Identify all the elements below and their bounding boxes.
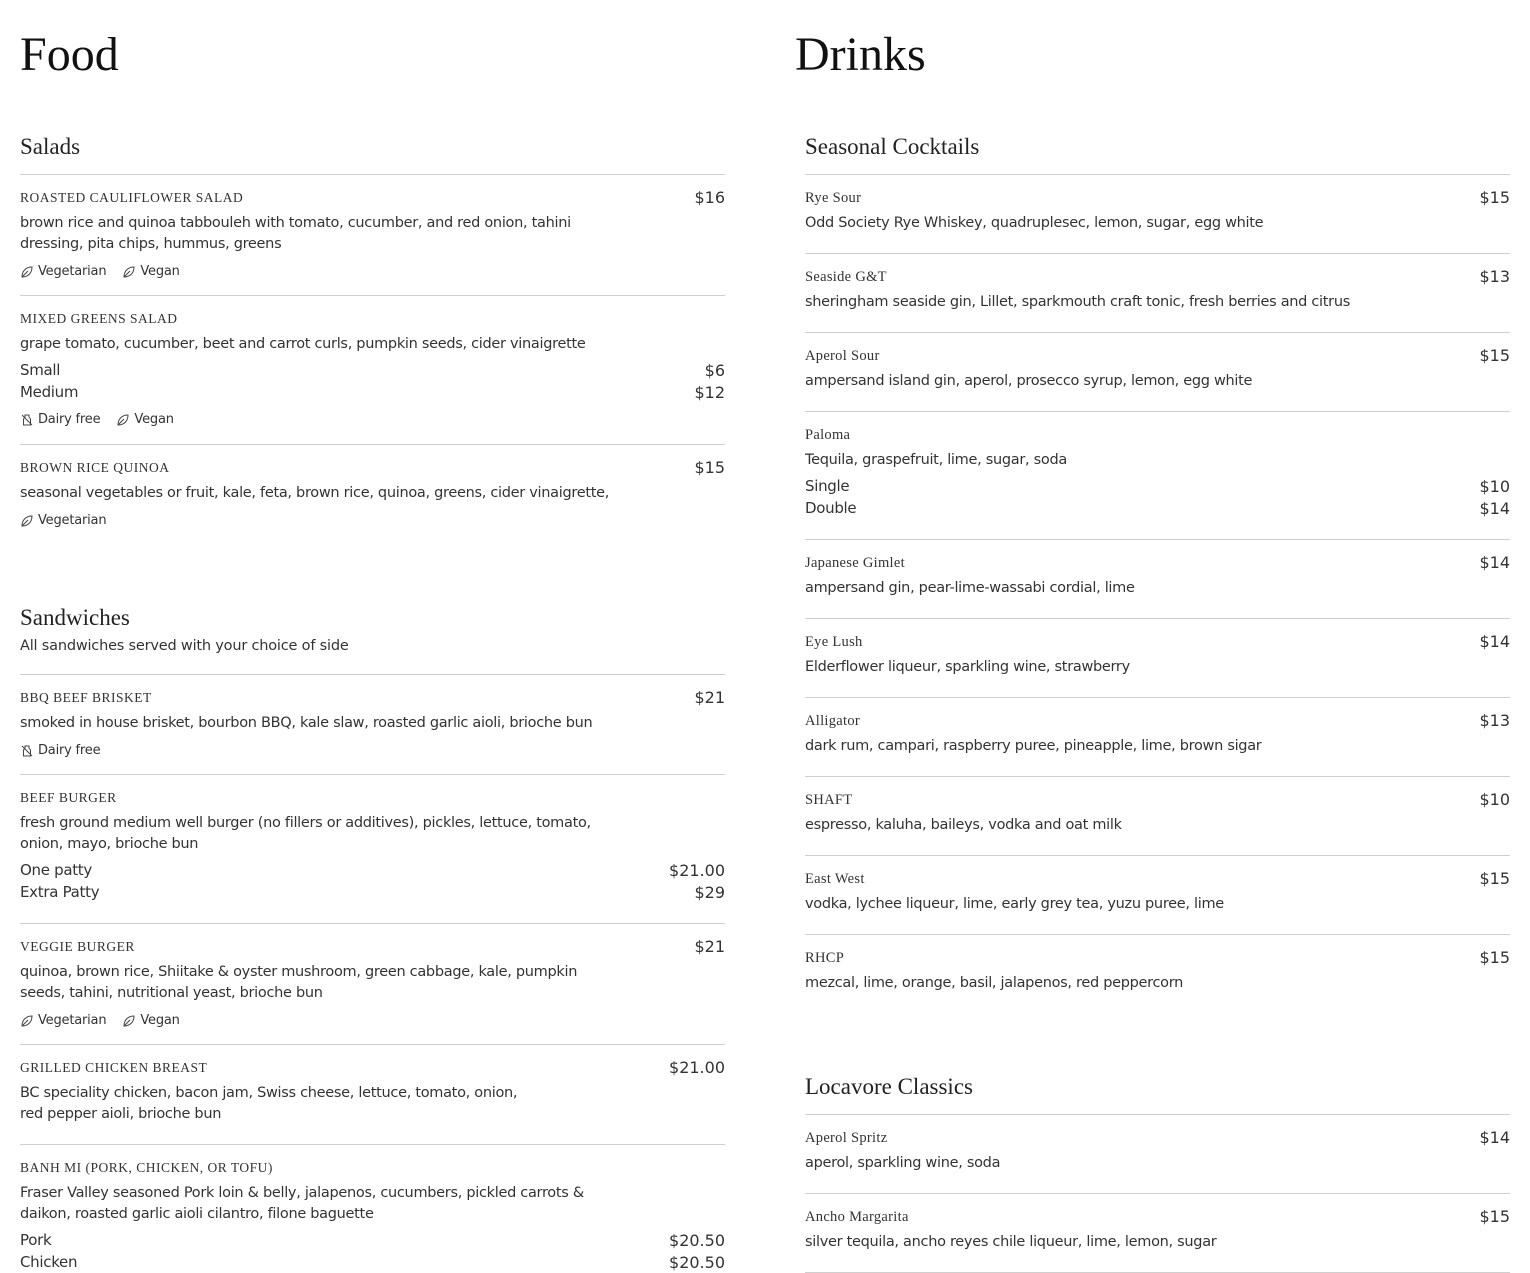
menu-item[interactable] [805, 633, 1510, 678]
item-name: Ancho Margarita [805, 1209, 909, 1225]
item-description: Odd Society Rye Whiskey, quadruplesec, lemon, sugar, egg white [805, 215, 1264, 231]
dietary-tag [20, 742, 100, 760]
item-price: $13 [1479, 711, 1510, 730]
item-variants [20, 360, 725, 403]
menu-item[interactable] [805, 554, 1510, 599]
item-description: aperol, sparkling wine, soda [805, 1155, 1001, 1171]
menu-item[interactable] [20, 1159, 725, 1273]
dairy-free-icon [20, 413, 34, 427]
divider [20, 674, 725, 675]
variant-row [20, 1230, 725, 1252]
menu-item[interactable] [805, 347, 1510, 392]
dietary-tag-label: Vegan [140, 264, 180, 279]
variant-label: One patty [20, 861, 92, 879]
dietary-tag [20, 512, 106, 530]
item-name: Japanese Gimlet [805, 555, 905, 571]
variant-label: Pork [20, 1231, 52, 1249]
item-price: $16 [694, 188, 725, 207]
item-name: Eye Lush [805, 634, 863, 650]
menu-item[interactable] [805, 949, 1510, 994]
variant-label: Double [805, 498, 857, 517]
variant-row [20, 360, 725, 382]
menu-item[interactable] [805, 791, 1510, 836]
item-name: BEEF BURGER [20, 790, 117, 805]
menu-item[interactable] [805, 712, 1510, 757]
item-description: Elderflower liqueur, sparkling wine, strawberry [805, 659, 1130, 675]
item-variants [805, 476, 1510, 519]
item-description: fresh ground medium well burger (no fillers or additives), pickles, lettuce, tomato, onion, mayo, brioche bun [20, 815, 591, 852]
leaf-icon [20, 265, 34, 279]
dietary-tag [20, 411, 100, 429]
variant-label: Chicken [20, 1252, 78, 1271]
leaf-icon [20, 514, 34, 528]
menu-item[interactable] [805, 189, 1510, 234]
dietary-tag-label: Vegetarian [38, 1013, 107, 1028]
dietary-tags [20, 411, 725, 429]
menu-item[interactable] [20, 459, 725, 530]
item-name: Rye Sour [805, 190, 862, 206]
item-description: quinoa, brown rice, Shiitake & oyster mushroom, green cabbage, kale, pumpkin seeds, tahini, nutritional yeast, brioche bun [20, 964, 578, 1001]
variant-price: $10 [1479, 477, 1510, 496]
item-name: VEGGIE BURGER [20, 939, 135, 954]
item-price: $15 [1479, 948, 1510, 967]
menu-item[interactable] [20, 789, 725, 903]
item-name: Seaside G&T [805, 269, 887, 285]
dietary-tag [122, 1012, 179, 1030]
dietary-tag-label: Vegan [140, 1013, 180, 1028]
item-price: $15 [1479, 1207, 1510, 1226]
divider [805, 618, 1510, 619]
variant-row [20, 1252, 725, 1273]
item-variants [20, 1230, 725, 1273]
item-price: $21 [694, 688, 725, 707]
variant-price: $29 [694, 882, 725, 902]
leaf-icon [122, 265, 136, 279]
divider [805, 1193, 1510, 1194]
item-description: espresso, kaluha, baileys, vodka and oat milk [805, 817, 1122, 833]
divider [805, 174, 1510, 175]
menu-item[interactable] [805, 426, 1510, 519]
variant-price: $12 [694, 382, 725, 402]
dietary-tag [20, 263, 106, 281]
dietary-tag [116, 411, 173, 429]
item-name: Alligator [805, 713, 861, 729]
item-name: RHCP [805, 950, 845, 966]
variant-price: $20.50 [669, 1231, 725, 1250]
item-price: $14 [1479, 553, 1510, 572]
dietary-tag-label: Vegan [134, 412, 174, 427]
variant-price: $14 [1479, 498, 1510, 518]
item-price: $15 [1479, 188, 1510, 207]
item-name: ROASTED CAULIFLOWER SALAD [20, 190, 244, 205]
item-price: $21.00 [669, 1058, 725, 1077]
dietary-tag-label: Vegetarian [38, 264, 107, 279]
dietary-tag-label: Dairy free [38, 743, 101, 758]
item-name: Aperol Sour [805, 348, 880, 364]
menu-item[interactable] [20, 1059, 725, 1125]
menu-item[interactable] [20, 310, 725, 429]
variant-label: Single [805, 477, 850, 495]
item-price: $15 [694, 458, 725, 477]
dietary-tag-label: Dairy free [38, 412, 101, 427]
item-description: sheringham seaside gin, Lillet, sparkmouth craft tonic, fresh berries and citrus [805, 294, 1350, 310]
item-description: brown rice and quinoa tabbouleh with tomato, cucumber, and red onion, tahini dressing, pita chips, hummus, greens [20, 215, 571, 252]
item-description: BC speciality chicken, bacon jam, Swiss cheese, lettuce, tomato, onion, red pepper aioli, brioche bun [20, 1085, 518, 1122]
divider [20, 444, 725, 445]
item-price: $21 [694, 937, 725, 956]
variant-price: $20.50 [669, 1252, 725, 1272]
seasonal-cocktails-title: Seasonal Cocktails [805, 134, 980, 159]
item-variants [20, 860, 725, 903]
variant-row [805, 498, 1510, 520]
dietary-tag [20, 1012, 106, 1030]
item-description: mezcal, lime, orange, basil, jalapenos, red peppercorn [805, 975, 1184, 991]
divider [805, 253, 1510, 254]
item-description: grape tomato, cucumber, beet and carrot curls, pumpkin seeds, cider vinaigrette [20, 336, 586, 352]
item-name: SHAFT [805, 792, 853, 808]
divider [805, 776, 1510, 777]
item-description: seasonal vegetables or fruit, kale, feta, brown rice, quinoa, greens, cider vinaigrette, [20, 485, 610, 501]
variant-price: $6 [704, 361, 725, 380]
variant-price: $21.00 [669, 861, 725, 880]
sandwiches-section-title: Sandwiches [20, 605, 130, 630]
dietary-tags [20, 742, 725, 760]
item-price: $14 [1479, 1128, 1510, 1147]
drinks-title: Drinks [795, 28, 926, 81]
divider [20, 1144, 725, 1145]
item-description: ampersand island gin, aperol, prosecco syrup, lemon, egg white [805, 373, 1253, 389]
divider [20, 295, 725, 296]
item-name: MIXED GREENS SALAD [20, 311, 178, 326]
food-title: Food [20, 28, 119, 81]
salads-section-title: Salads [20, 134, 81, 159]
item-description: vodka, lychee liqueur, lime, early grey tea, yuzu puree, lime [805, 896, 1224, 912]
menu-item[interactable] [805, 268, 1510, 313]
locavore-classics-title: Locavore Classics [805, 1074, 973, 1099]
leaf-icon [20, 1014, 34, 1028]
item-price: $14 [1479, 632, 1510, 651]
item-price: $13 [1479, 267, 1510, 286]
item-name: Aperol Spritz [805, 1130, 888, 1146]
variant-row [20, 860, 725, 882]
item-description: dark rum, campari, raspberry puree, pineapple, lime, brown sigar [805, 738, 1262, 754]
item-description: Fraser Valley seasoned Pork loin & belly, jalapenos, cucumbers, pickled carrots & daikon, roasted garlic aioli cilantro, filone baguette [20, 1185, 584, 1222]
item-price: $15 [1479, 869, 1510, 888]
divider [20, 923, 725, 924]
menu-item[interactable] [805, 1129, 1510, 1174]
variant-row [805, 476, 1510, 498]
divider [20, 774, 725, 775]
divider [805, 855, 1510, 856]
variant-label: Medium [20, 382, 79, 401]
variant-label: Small [20, 361, 61, 379]
item-name: East West [805, 871, 865, 887]
sandwiches-subtitle: All sandwiches served with your choice of side [20, 638, 349, 654]
dietary-tag [122, 263, 179, 281]
dietary-tags [20, 1012, 725, 1030]
dietary-tags [20, 512, 725, 530]
menu-item[interactable] [20, 189, 725, 281]
menu-item[interactable] [805, 870, 1510, 915]
leaf-icon [116, 413, 130, 427]
divider [805, 697, 1510, 698]
divider [805, 539, 1510, 540]
variant-row [20, 382, 725, 404]
variant-label: Extra Patty [20, 882, 100, 901]
leaf-icon [122, 1014, 136, 1028]
item-description: smoked in house brisket, bourbon BBQ, kale slaw, roasted garlic aioli, brioche bun [20, 715, 593, 731]
item-name: BANH MI (PORK, CHICKEN, OR TOFU) [20, 1160, 273, 1175]
dietary-tags [20, 263, 725, 281]
menu-item[interactable] [805, 1208, 1510, 1253]
menu-item[interactable] [20, 689, 725, 760]
divider [20, 1044, 725, 1045]
divider [805, 934, 1510, 935]
variant-row [20, 882, 725, 904]
item-description: silver tequila, ancho reyes chile liqueur, lime, lemon, sugar [805, 1234, 1217, 1250]
divider [20, 174, 725, 175]
item-description: ampersand gin, pear-lime-wassabi cordial, lime [805, 580, 1135, 596]
item-name: Paloma [805, 427, 851, 443]
item-name: BBQ BEEF BRISKET [20, 690, 152, 705]
dietary-tag-label: Vegetarian [38, 513, 107, 528]
divider [805, 1114, 1510, 1115]
divider [805, 411, 1510, 412]
item-price: $15 [1479, 346, 1510, 365]
item-name: GRILLED CHICKEN BREAST [20, 1060, 208, 1075]
item-name: BROWN RICE QUINOA [20, 460, 170, 475]
dairy-free-icon [20, 744, 34, 758]
menu-item[interactable] [20, 938, 725, 1030]
item-description: Tequila, graspefruit, lime, sugar, soda [805, 452, 1067, 468]
divider [805, 332, 1510, 333]
item-price: $10 [1479, 790, 1510, 809]
